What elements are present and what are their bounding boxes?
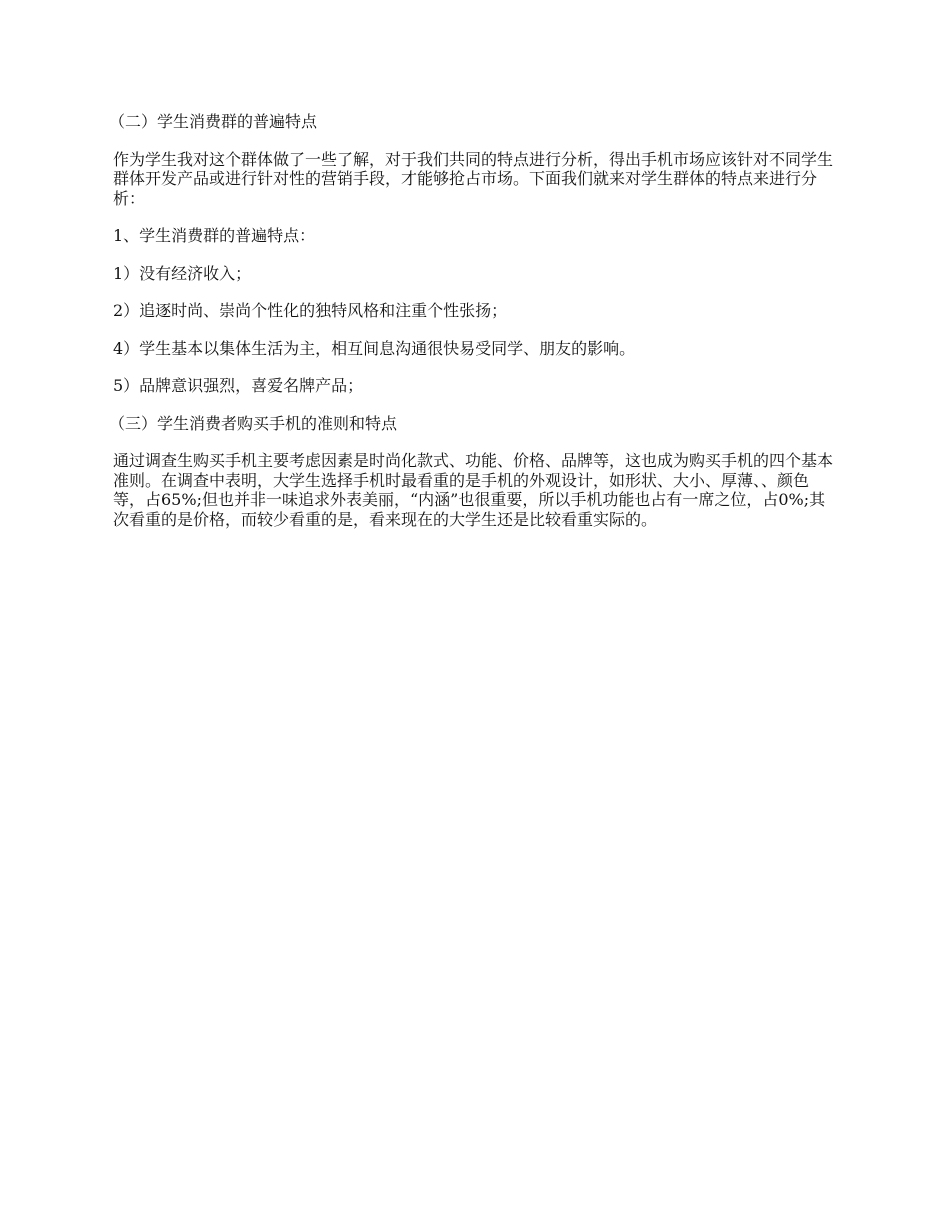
intro-paragraph: 作为学生我对这个群体做了一些了解，对于我们共同的特点进行分析，得出手机市场应该针对不同学生群体开发产品或进行针对性的营销手段，才能够抢占市场。下面我们就来对学生群体的特点来进行分析：	[113, 149, 834, 208]
document-body	[109, 112, 838, 547]
criteria-paragraph: 通过调查生购买手机主要考虑因素是时尚化款式、功能、价格、品牌等，这也成为购买手机的四个基本准则。在调查中表明，大学生选择手机时最看重的是手机的外观设计，如形状、大小、厚薄、、颜色等，占65%;但也并非一味追求外表美丽，“内涵”也很重要，所以手机功能也占有一席之位，占0%;其次看重的是价格，而较少看重的是，看来现在的大学生还是比较看重实际的。	[113, 451, 834, 529]
section-heading-3: （三）学生消费者购买手机的准则和特点	[109, 413, 398, 433]
list-item-5: 5）品牌意识强烈，喜爱名牌产品；	[113, 376, 364, 395]
list-item-1: 1）没有经济收入；	[113, 263, 252, 283]
list-heading: 1、学生消费群的普遍特点：	[113, 226, 316, 245]
list-item-4: 4）学生基本以集体生活为主，相互间息沟通很快易受同学、朋友的影响。	[113, 338, 636, 358]
list-item-2: 2）追逐时尚、崇尚个性化的独特风格和注重个性张扬；	[113, 301, 508, 320]
section-heading-2: （二）学生消费群的普遍特点	[109, 112, 318, 131]
